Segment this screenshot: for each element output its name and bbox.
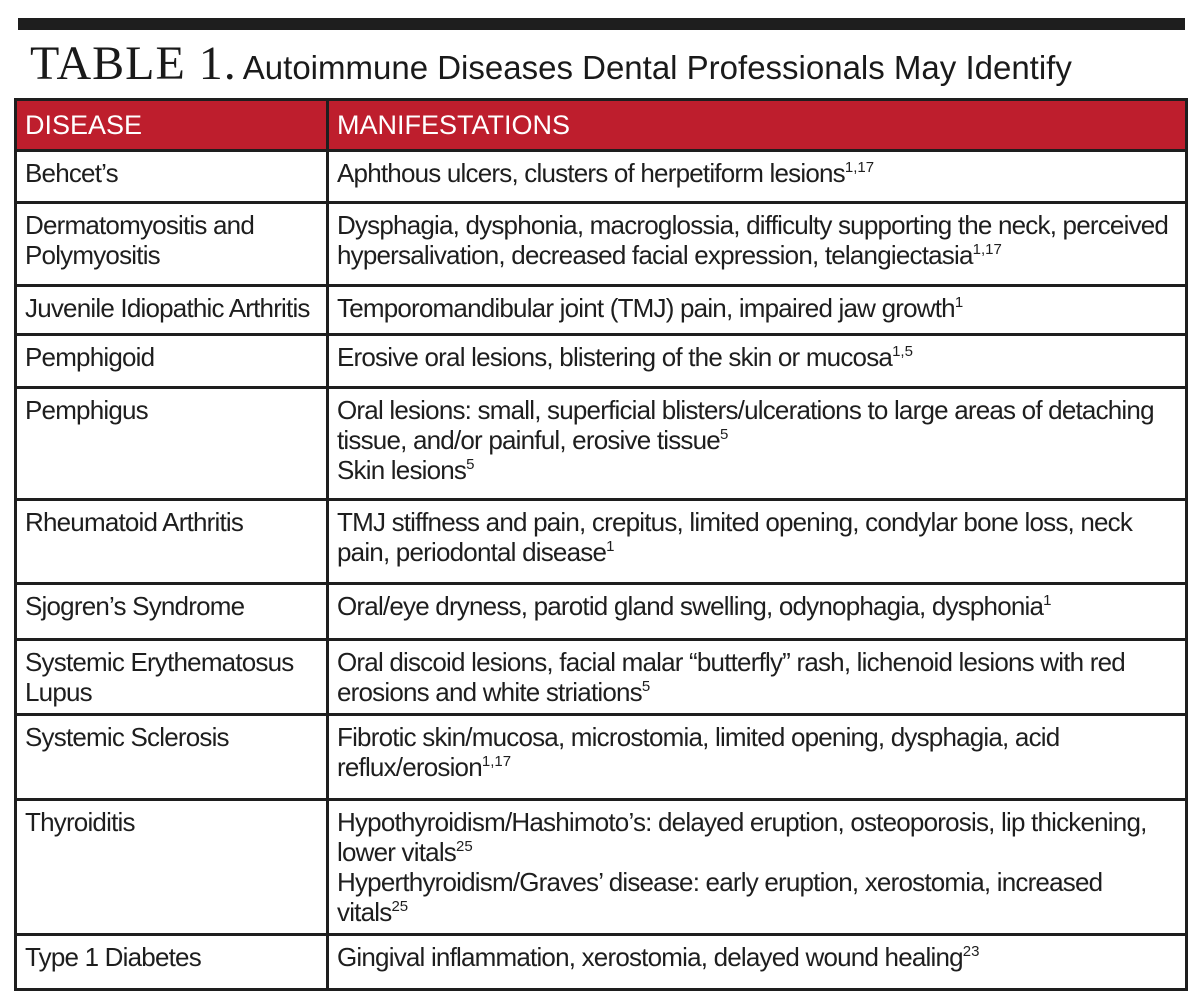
manifestations-cell [328,584,1187,640]
disease-cell [16,800,328,935]
manifestation-entry [337,942,1177,972]
table-row [16,935,1187,990]
manifestation-text: Fibrotic skin/mucosa, microstomia, limited opening, dysphagia, acid reflux/erosion [337,722,1060,782]
manifestation-entry [337,395,1177,455]
table-row [16,715,1187,800]
manifestation-entry [337,455,1177,485]
manifestation-text: Oral discoid lesions, facial malar “butterfly” rash, lichenoid lesions with red erosions and white striations [337,647,1125,707]
manifestation-entry [337,591,1177,621]
disease-name: Sjogren’s Syndrome [25,591,245,621]
disease-cell [16,388,328,500]
manifestation-text: Oral/eye dryness, parotid gland swelling, odynophagia, dysphonia [337,591,1044,621]
disease-name: Polymyositis [25,240,160,270]
reference-superscript: 25 [456,838,473,855]
manifestations-cell [328,640,1187,715]
manifestations-cell [328,500,1187,584]
reference-superscript: 1,17 [844,159,875,176]
header-manifestations: MANIFESTATIONS [328,100,1187,151]
manifestation-text: Skin lesions [337,455,467,485]
manifestations-cell [328,388,1187,500]
manifestation-entry [337,293,1177,323]
table-row [16,500,1187,584]
table-row [16,151,1187,203]
disease-cell [16,286,328,335]
disease-name: Juvenile Idiopathic Arthritis [25,293,310,323]
manifestation-text: Oral lesions: small, superficial blisters/ulcerations to large areas of detaching tissue, and/or painful, erosive tissue [337,395,1154,455]
manifestations-cell [328,203,1187,286]
autoimmune-diseases-table [14,98,1188,991]
table-row [16,203,1187,286]
disease-name: Thyroiditis [25,807,135,837]
manifestation-text: Temporomandibular joint (TMJ) pain, impaired jaw growth [337,293,955,323]
reference-superscript: 1,17 [972,241,1002,258]
manifestation-entry [337,722,1177,782]
manifestation-text: Aphthous ulcers, clusters of herpetiform lesions [337,158,845,188]
manifestation-text: TMJ stiffness and pain, crepitus, limited opening, condylar bone loss, neck pain, periodontal disease [337,507,1133,567]
manifestation-entry [337,867,1177,927]
table-row [16,800,1187,935]
reference-superscript: 23 [962,943,980,960]
disease-name: Lupus [25,677,92,707]
reference-superscript: 1,5 [892,343,913,360]
disease-cell [16,203,328,286]
reference-superscript: 5 [719,426,729,443]
manifestation-text: Erosive oral lesions, blistering of the skin or mucosa [337,342,893,372]
top-rule [18,18,1185,30]
disease-name: Pemphigoid [25,342,155,372]
reference-superscript: 1 [954,294,964,311]
reference-superscript: 25 [391,898,409,915]
table-row [16,388,1187,500]
manifestations-cell [328,715,1187,800]
manifestation-text: Dysphagia, dysphonia, macroglossia, difficulty supporting the neck, perceived hypersalivation, decreased facial expression, telangiectasia [337,210,1169,270]
disease-cell [16,500,328,584]
table-row [16,584,1187,640]
manifestation-text: Hyperthyroidism/Graves’ disease: early eruption, xerostomia, increased vitals [337,867,1103,927]
disease-cell [16,935,328,990]
disease-name: Systemic Erythematosus [25,647,294,677]
manifestation-entry [337,210,1177,270]
table-title [30,36,1072,92]
disease-name: Pemphigus [25,395,148,425]
table-row [16,640,1187,715]
reference-superscript: 1 [1043,592,1052,609]
table-row [16,335,1187,388]
reference-superscript: 5 [466,456,475,473]
manifestation-text: Gingival inflammation, xerostomia, delayed wound healing [337,942,963,972]
reference-superscript: 5 [641,678,651,695]
table-caption: Autoimmune Diseases Dental Professionals May Identify [242,49,1072,86]
table-body [16,151,1187,990]
disease-cell [16,151,328,203]
disease-cell [16,584,328,640]
manifestations-cell [328,151,1187,203]
disease-cell [16,715,328,800]
disease-name: Behcet’s [25,158,118,188]
manifestation-entry [337,158,1177,188]
reference-superscript: 1,17 [481,753,512,770]
manifestations-cell [328,935,1187,990]
disease-name: Rheumatoid Arthritis [25,507,244,537]
table-row [16,286,1187,335]
manifestation-entry [337,807,1177,867]
manifestations-cell [328,800,1187,935]
table-header-row [16,100,1187,151]
reference-superscript: 1 [606,538,615,555]
manifestation-entry [337,647,1177,707]
header-disease: DISEASE [16,100,328,151]
disease-cell [16,335,328,388]
table-number: TABLE 1. [30,37,237,90]
disease-name: Systemic Sclerosis [25,722,229,752]
manifestations-cell [328,335,1187,388]
manifestation-text: Hypothyroidism/Hashimoto’s: delayed eruption, osteoporosis, lip thickening, lower vitals [337,807,1147,867]
manifestations-cell [328,286,1187,335]
manifestation-entry [337,342,1177,372]
disease-cell [16,640,328,715]
disease-name: Type 1 Diabetes [25,942,201,972]
disease-name: Dermatomyositis and [25,210,254,240]
manifestation-entry [337,507,1177,567]
